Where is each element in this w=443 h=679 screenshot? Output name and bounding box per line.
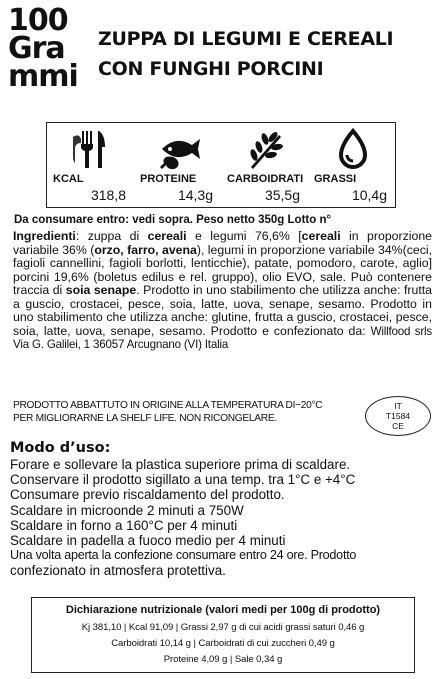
allergen: soia senape [65, 283, 137, 297]
usage-instructions [10, 457, 435, 579]
ingredients-part: : zuppa di [75, 229, 148, 243]
allergen: cereali [147, 229, 187, 243]
wheat-icon [243, 127, 289, 171]
logo-line-3: mmi [8, 59, 78, 94]
logo-line-1: 100 [8, 3, 68, 38]
nutrition-label: GRASSI [314, 173, 357, 185]
allergen: orzo, farro, avena [94, 242, 197, 257]
usage-line: Scaldare in forno a 160°C per 4 minuti [10, 517, 238, 533]
ingredients-part: ), legumi in proporzione variabile 34%(ceci, fagioli cannellini, fagioli borlotti, lenticchie), patate, pomodoro, carote, aglio] porcini 19,6% (boletus edilus e rel. gruppo), olio EVO, sale. Può contenere traccia di [13, 242, 432, 297]
processing-notice [13, 399, 363, 425]
nutrition-label: PROTEINE [140, 173, 197, 185]
usage-line: Consumare previo riscaldamento del prodotto. [10, 487, 285, 503]
cutlery-icon [69, 127, 115, 171]
product-title [98, 24, 438, 84]
product-title-line-1: ZUPPA DI LEGUMI E CEREALI [98, 28, 394, 50]
nutrition-value: 318,8 [90, 187, 126, 203]
usage-line: Conservare il prodotto sigillato a una temp. tra 1°C e +4°C [10, 472, 356, 488]
allergen: cereali [301, 229, 341, 243]
nutrition-label: KCAL [53, 173, 84, 185]
product-title-line-2: CON FUNGHI PORCINI [98, 58, 324, 80]
ingredients-text [13, 230, 432, 352]
ingredients-part: e legumi 76,6% [ [186, 229, 302, 243]
nutrition-protein [134, 123, 221, 209]
processing-line-1: PRODOTTO ABBATTUTO IN ORIGINE ALLA TEMPERATURA DI−20°C [13, 400, 323, 411]
nutrition-fat [308, 123, 395, 209]
nutrition-value: 35,5g [264, 187, 300, 203]
declaration-line-3: Proteine 4,09 g | Sale 0,34 g [163, 654, 283, 665]
ingredients-part: in proporzione variabile 36% ( [13, 229, 432, 257]
usage-line: confezionato in atmosfera protettiva. [10, 563, 226, 579]
ingredients-label: Ingredienti [13, 229, 76, 243]
nutrition-label: CARBOIDRATI [227, 173, 304, 185]
usage-line: Scaldare in microonde 2 minuti a 750W [10, 502, 244, 518]
usage-line: Scaldare in padella a fuoco medio per 4 minuti [10, 533, 286, 549]
producer-address: Willfood srls Via G. Galilei, 1 36057 Arcugnano (VI) Italia [13, 324, 432, 351]
nutrition-value: 10,4g [351, 187, 387, 203]
oil-drop-icon [330, 127, 376, 171]
health-mark [365, 396, 431, 436]
nutrition-value: 14,3g [177, 187, 213, 203]
declaration-line-1: Kj 381,10 | Kcal 91,09 | Grassi 2,97 g di cui acidi grassi saturi 0,46 g [81, 622, 365, 633]
nutrition-declaration-box [31, 597, 415, 673]
nutrition-kcal [47, 123, 134, 209]
usage-title: Modo d’uso: [10, 440, 111, 456]
fish-chicken-icon [156, 127, 202, 171]
health-mark-code: T1584 [385, 411, 411, 421]
health-mark-ce: CE [392, 421, 404, 431]
declaration-line-2: Carboidrati 10,14 g | Carboidrati di cui zuccheri 0,49 g [111, 638, 335, 649]
processing-line-2: PER MIGLIORARNE LA SHELF LIFE. NON RICONGELARE. [13, 413, 277, 424]
usage-line: Una volta aperta la confezione consumare entro 24 ore. Prodotto [10, 548, 357, 563]
expiry-weight-lot: Da consumare entro: vedi sopra. Peso netto 350g Lotto n° [14, 214, 332, 226]
nutrition-carbs [221, 123, 308, 209]
ingredients-part: . Prodotto in uno stabilimento che utilizza anche: frutta a guscio, crostacei, pesce, soia, latte, uova, senape, sesamo. Prodotto in uno stabilimento che utilizza anche: glutine, frutta a guscio, crostacei, pesce, soia, latte, uova, senape, sesamo. Prodotto e confezionato da: [13, 283, 433, 338]
nutrition-summary-box [46, 122, 396, 208]
declaration-title: Dichiarazione nutrizionale (valori medi per 100g di prodotto) [65, 604, 381, 616]
usage-line: Forare e sollevare la plastica superiore prima di scaldare. [10, 457, 351, 472]
logo-line-2: Gra [8, 31, 65, 66]
health-mark-country: IT [394, 401, 402, 411]
